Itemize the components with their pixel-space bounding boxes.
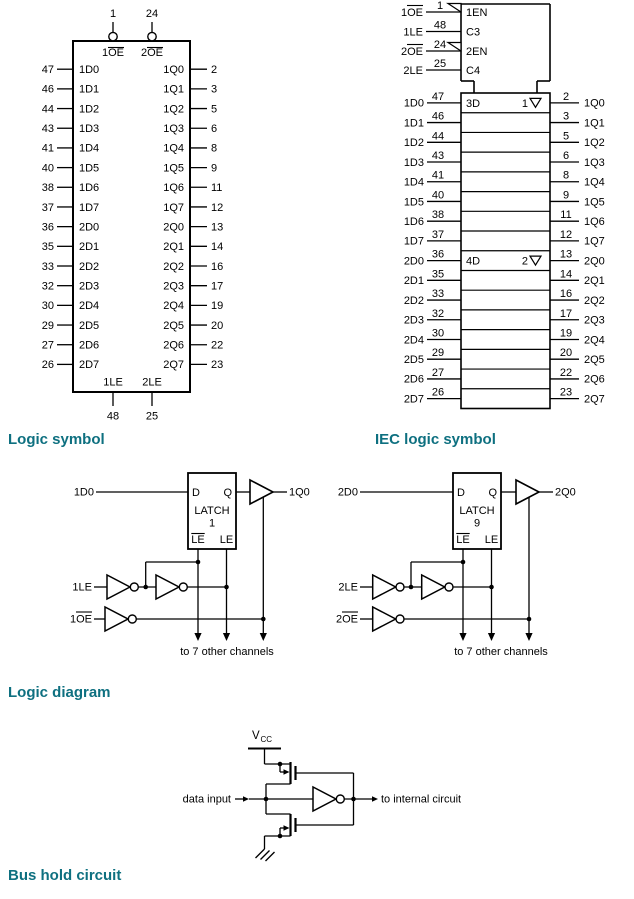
pin-label: 2Q0 (584, 255, 605, 268)
pin-number: 14 (559, 268, 573, 281)
latch-port-le-bar: LE (191, 534, 205, 546)
inverter-icon (373, 607, 396, 631)
pin-label: 1D3 (79, 123, 100, 136)
pin-label: 1D3 (403, 156, 424, 169)
pin-label: 1D2 (79, 103, 100, 116)
pin-label: 1D1 (79, 83, 100, 96)
signal-label: 2D0 (337, 486, 358, 499)
pin-label: 2D3 (403, 314, 424, 327)
pin-number: 2 (562, 90, 570, 103)
section-number: 2 (521, 255, 528, 268)
pin-number: 35 (41, 241, 54, 254)
pin-number: 25 (433, 58, 447, 70)
pin-number: 25 (145, 410, 159, 423)
pin-label: 2Q7 (584, 393, 605, 406)
pin-number: 16 (559, 288, 573, 301)
pin-label: 2Q5 (163, 319, 184, 332)
control-port-label: C4 (466, 65, 481, 77)
internal-circuit-label: to internal circuit (381, 793, 462, 806)
pin-number: 37 (431, 228, 445, 241)
pin-number: 33 (431, 288, 445, 301)
latch-port-le: LE (219, 534, 234, 546)
latch-port-le-bar: LE (456, 534, 470, 546)
section-number: 1 (521, 97, 528, 110)
pin-label: 1Q1 (163, 83, 184, 96)
latch-port-le: LE (484, 534, 499, 546)
pin-label: 1D7 (79, 201, 100, 214)
pin-number: 20 (559, 347, 573, 360)
not-bubble-icon (336, 795, 344, 803)
oe-label: 2OE (140, 47, 164, 59)
pin-label: 1Q6 (584, 215, 605, 228)
control-input-label: 1OE (400, 7, 423, 19)
pin-number: 27 (41, 339, 54, 352)
pin-number: 12 (211, 201, 224, 214)
pin-number: 24 (433, 39, 447, 51)
pin-number: 3 (211, 83, 218, 96)
pin-number: 41 (431, 169, 445, 182)
note-label: to 7 other channels (454, 646, 548, 658)
not-bubble-icon (179, 583, 187, 591)
control-input-label: 2LE (403, 65, 423, 77)
signal-label: 1D0 (73, 486, 94, 499)
pin-number: 8 (211, 142, 218, 155)
pin-number: 43 (431, 150, 445, 163)
pin-number: 33 (41, 260, 54, 273)
pin-number: 48 (106, 410, 120, 423)
active-low-bubble-icon (109, 32, 117, 40)
pin-number: 9 (562, 189, 570, 202)
pin-label: 2Q1 (163, 241, 184, 254)
pin-number: 47 (41, 64, 54, 76)
pin-label: 2D5 (79, 319, 100, 332)
pin-number: 9 (211, 162, 218, 175)
pin-number: 17 (559, 307, 573, 320)
control-input-label: 2OE (400, 46, 423, 58)
buffer-icon (516, 480, 539, 504)
arrow-right-icon (284, 769, 290, 775)
pin-number: 44 (431, 130, 445, 143)
pin-label: 1D5 (403, 196, 424, 209)
latch-word: LATCH (194, 505, 230, 517)
pin-number: 48 (433, 19, 447, 32)
section-title-iec-logic-symbol: IEC logic symbol (375, 431, 496, 448)
d-port-label: 4D (466, 255, 481, 268)
pin-label: 2Q6 (584, 373, 605, 386)
pin-number: 46 (41, 83, 54, 96)
pin-label: 1D7 (403, 235, 424, 248)
pin-label: 2D0 (79, 221, 100, 234)
pin-label: 1D2 (403, 137, 424, 150)
pin-label: 1Q4 (163, 142, 184, 155)
pin-label: 1Q2 (584, 137, 605, 150)
pin-number: 23 (559, 386, 573, 399)
vcc-label: V (252, 730, 260, 742)
arrow-down-icon (194, 633, 201, 641)
pin-number: 14 (211, 241, 224, 254)
section-title-logic-diagram: Logic diagram (8, 684, 111, 701)
pin-number: 22 (211, 339, 224, 352)
pin-label: 2D0 (403, 255, 424, 268)
pin-number: 40 (41, 162, 54, 175)
control-port-label: 2EN (466, 46, 488, 58)
pin-number: 16 (211, 260, 224, 273)
pin-number: 37 (41, 201, 54, 214)
pin-label: 2Q3 (163, 280, 184, 293)
not-bubble-icon (396, 615, 404, 623)
pin-number: 46 (431, 110, 445, 123)
pin-number: 36 (41, 221, 54, 234)
buffer-icon (250, 480, 273, 504)
pin-label: 2D7 (403, 393, 424, 406)
pin-label: 1D1 (403, 117, 424, 130)
pin-number: 44 (41, 103, 54, 116)
pin-label: 1Q6 (163, 182, 184, 195)
le-label: 2LE (142, 376, 162, 389)
signal-label: 2OE (335, 613, 358, 626)
pin-number: 30 (431, 327, 445, 340)
section-title-logic-symbol: Logic symbol (8, 431, 105, 448)
arrow-down-icon (459, 633, 466, 641)
pin-number: 8 (562, 169, 570, 182)
pin-label: 1D0 (79, 64, 100, 76)
pin-label: 2Q4 (584, 334, 605, 347)
pin-number: 41 (41, 142, 54, 155)
section-title-bus-hold-circuit: Bus hold circuit (8, 867, 122, 884)
pin-label: 2Q6 (163, 339, 184, 352)
pin-label: 2Q7 (163, 359, 184, 372)
d-port-label: 3D (466, 97, 481, 110)
signal-label: 1LE (72, 581, 92, 594)
control-port-label: 1EN (466, 7, 488, 19)
pin-number: 12 (559, 228, 573, 241)
not-bubble-icon (396, 583, 404, 591)
open-triangle-down-icon (530, 256, 541, 265)
pin-label: 2D7 (79, 359, 100, 372)
not-bubble-icon (445, 583, 453, 591)
latch-port-d: D (192, 487, 200, 499)
signal-label: 2LE (338, 581, 358, 594)
latch-number: 9 (473, 517, 481, 530)
inverter-icon (105, 607, 128, 631)
control-port-label: C3 (466, 26, 481, 39)
pin-label: 1Q5 (163, 162, 184, 175)
pin-number: 47 (431, 90, 445, 103)
pin-label: 1Q3 (163, 123, 184, 136)
pin-label: 2D1 (79, 241, 100, 254)
pin-number: 11 (560, 209, 572, 222)
pin-label: 2D6 (403, 373, 424, 386)
inverter-icon (373, 575, 396, 599)
pin-number: 5 (562, 130, 570, 143)
pin-label: 2D1 (403, 275, 424, 288)
le-label: 1LE (103, 376, 123, 389)
pin-label: 1Q5 (584, 196, 605, 209)
pin-label: 2Q1 (584, 275, 605, 288)
not-bubble-icon (128, 615, 136, 623)
pin-number: 38 (41, 182, 54, 195)
pin-number: 6 (211, 123, 218, 136)
pin-number: 27 (431, 366, 445, 379)
pin-label: 2D2 (403, 294, 424, 307)
oe-label: 1OE (101, 47, 125, 59)
pin-label: 2Q0 (163, 221, 184, 234)
pin-number: 30 (41, 300, 54, 313)
pin-label: 2D2 (79, 260, 100, 273)
latch-port-q: Q (488, 487, 497, 499)
pin-label: 1D5 (79, 162, 100, 175)
note-label: to 7 other channels (180, 646, 274, 658)
pin-number: 29 (41, 319, 54, 332)
pin-label: 1Q3 (584, 156, 605, 169)
data-input-label: data input (182, 793, 231, 806)
pin-label: 1Q7 (584, 235, 605, 248)
not-bubble-icon (130, 583, 138, 591)
pin-number: 26 (431, 386, 445, 399)
pin-number: 3 (562, 110, 570, 123)
signal-label: 1Q0 (289, 486, 310, 499)
pin-label: 2Q3 (584, 314, 605, 327)
pin-number: 22 (559, 366, 573, 379)
pin-number: 43 (41, 123, 54, 136)
polarity-triangle-icon (448, 43, 461, 52)
pin-label: 2D5 (403, 354, 424, 367)
latch-port-d: D (457, 487, 465, 499)
pin-number: 17 (211, 280, 224, 293)
pin-number: 32 (431, 307, 445, 320)
arrow-right-icon (372, 796, 378, 802)
arrow-right-icon (243, 796, 249, 802)
vcc-sub-label: CC (260, 735, 273, 744)
pin-label: 2Q5 (584, 354, 605, 367)
pin-number: 13 (559, 248, 573, 261)
pin-label: 1D6 (79, 182, 100, 195)
pin-label: 2D3 (79, 280, 100, 293)
pin-label: 2Q2 (584, 294, 605, 307)
pin-label: 1Q4 (584, 176, 605, 189)
pin-label: 2D6 (79, 339, 100, 352)
pin-number: 6 (562, 150, 570, 163)
pin-label: 1Q0 (584, 97, 605, 110)
signal-label: 1OE (69, 613, 92, 626)
inverter-icon (422, 575, 445, 599)
pin-number: 36 (431, 248, 445, 261)
pin-label: 1D0 (403, 97, 424, 110)
arrow-down-icon (525, 633, 532, 641)
pin-number: 5 (211, 103, 218, 116)
pin-label: 2D4 (79, 300, 100, 313)
pin-number: 40 (431, 189, 445, 202)
arrow-down-icon (223, 633, 230, 641)
pin-number: 19 (211, 300, 224, 313)
pin-number: 20 (211, 319, 224, 332)
signal-label: 2Q0 (555, 486, 576, 499)
pin-label: 1D4 (403, 176, 424, 189)
control-input-label: 1LE (403, 26, 423, 39)
inverter-icon (313, 787, 336, 811)
pin-number: 1 (436, 0, 444, 12)
pin-label: 1Q1 (584, 117, 605, 130)
arrow-down-icon (488, 633, 495, 641)
pin-label: 1Q7 (163, 201, 184, 214)
pin-label: 1Q0 (163, 64, 184, 76)
arrow-right-icon (284, 825, 290, 831)
pin-label: 2Q4 (163, 300, 184, 313)
pin-number: 38 (431, 209, 445, 222)
latch-number: 1 (208, 517, 216, 530)
arrow-down-icon (260, 633, 267, 641)
pin-number: 13 (211, 221, 224, 234)
pin-number: 26 (41, 359, 54, 372)
pin-number: 2 (211, 64, 218, 76)
pin-label: 1D6 (403, 215, 424, 228)
pin-label: 2Q2 (163, 260, 184, 273)
pin-label: 2D4 (403, 334, 424, 347)
open-triangle-down-icon (530, 98, 541, 107)
pin-label: 1Q2 (163, 103, 184, 116)
latch-port-q: Q (223, 487, 232, 499)
pin-number: 23 (211, 359, 224, 372)
active-low-bubble-icon (148, 32, 156, 40)
pin-number: 1 (109, 8, 117, 20)
polarity-triangle-icon (448, 4, 461, 13)
pin-number: 29 (431, 347, 445, 360)
inverter-icon (107, 575, 130, 599)
inverter-icon (156, 575, 179, 599)
latch-word: LATCH (459, 505, 495, 517)
pin-label: 1D4 (79, 142, 100, 155)
pin-number: 11 (211, 182, 223, 195)
pin-number: 32 (41, 280, 54, 293)
pin-number: 19 (559, 327, 573, 340)
pin-number: 35 (431, 268, 445, 281)
pin-number: 24 (145, 8, 159, 20)
